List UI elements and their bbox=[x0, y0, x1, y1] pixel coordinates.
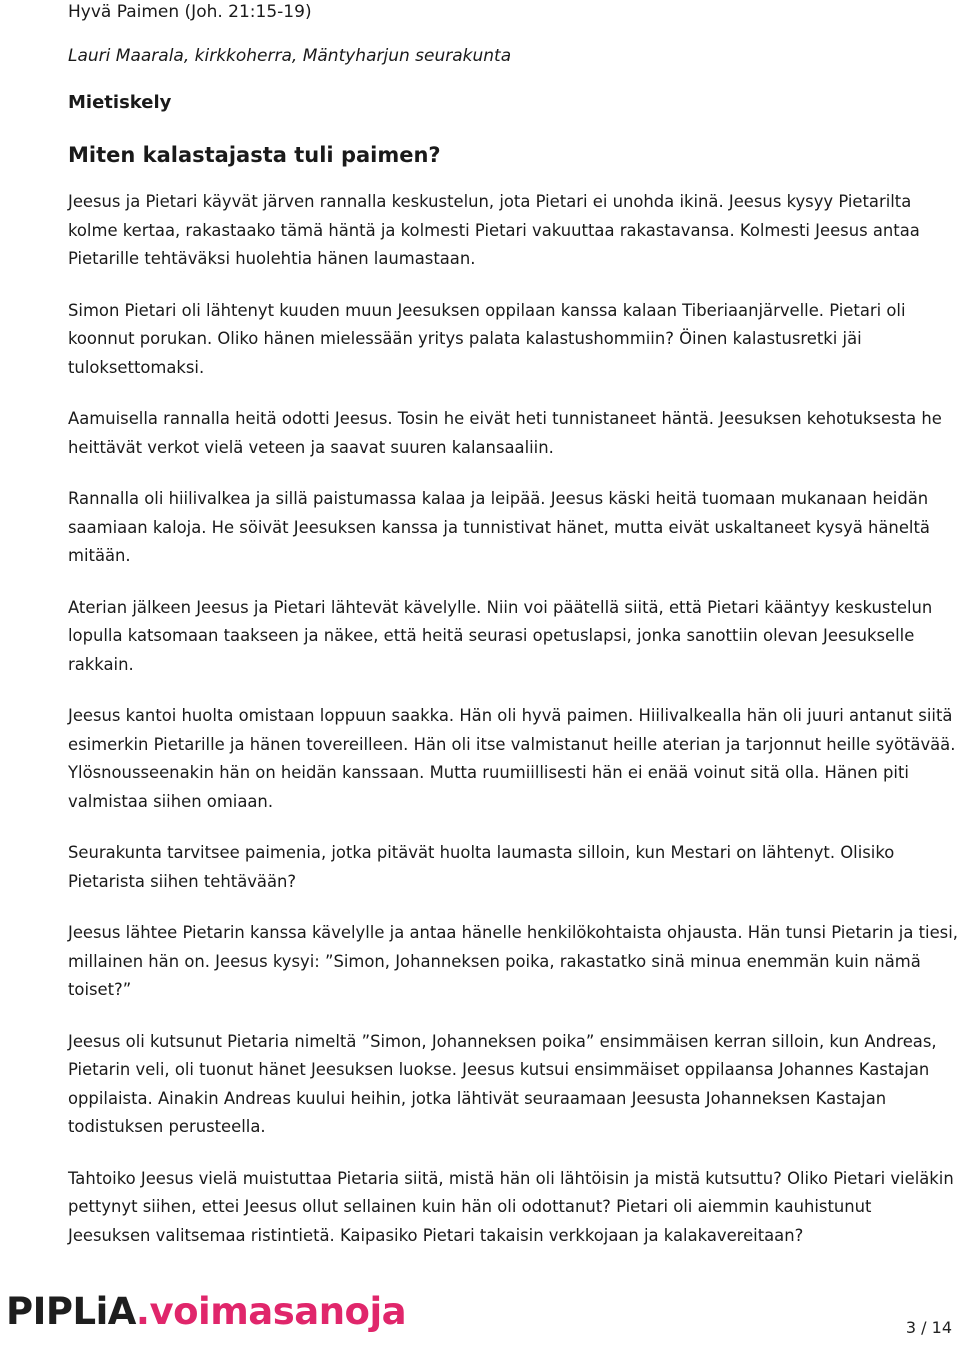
logo-dot: . bbox=[135, 1290, 150, 1333]
document-title: Hyvä Paimen (Joh. 21:15-19) bbox=[68, 2, 312, 22]
paragraph: Seurakunta tarvitsee paimenia, jotka pitävät huolta laumasta silloin, kun Mestari on lähtenyt. Olisiko Pietarista siihen tehtävään? bbox=[68, 843, 895, 891]
paragraph: Simon Pietari oli lähtenyt kuuden muun Jeesuksen oppilaan kanssa kalaan Tiberiaanjärvelle. Pietari oli koonnut porukan. Oliko hänen mielessään yritys palata kalastushommiin? Öinen kalastusretki jäi tuloksettomaksi. bbox=[68, 300, 906, 377]
logo-piplia-text: PIPLiA bbox=[6, 1290, 136, 1333]
piplia-voimasanoja-logo bbox=[6, 1290, 406, 1346]
logo-voimasanoja-text: voimasanoja bbox=[149, 1290, 407, 1333]
paragraph: Jeesus ja Pietari käyvät järven rannalla keskustelun, jota Pietari ei unohda ikinä. Jeesus kysyy Pietarilta kolme kertaa, rakastaako tämä häntä ja kolmesti Pietari vakuuttaa rakastavansa. Kolmesti Jeesus antaa Pietarille tehtäväksi huolehtia hänen laumastaan. bbox=[68, 192, 920, 268]
paragraph: Aamuisella rannalla heitä odotti Jeesus. Tosin he eivät heti tunnistaneet häntä. Jeesuksen kehotuksesta he heittävät verkot vielä veteen ja saavat suuren kalansaaliin. bbox=[68, 409, 942, 457]
paragraph: Aterian jälkeen Jeesus ja Pietari lähtevät kävelylle. Niin voi päätellä siitä, että Pietari kääntyy keskustelun lopulla katsomaan taakseen ja näkee, että heitä seurasi opetuslapsi, jonka sanottiin olevan Jeesukselle rakkain. bbox=[68, 597, 933, 674]
author-line: Lauri Maarala, kirkkoherra, Mäntyharjun seurakunta bbox=[68, 46, 512, 66]
article-body bbox=[68, 188, 958, 1273]
paragraph: Rannalla oli hiilivalkea ja sillä paistumassa kalaa ja leipää. Jeesus käski heitä tuomaan mukanaan heidän saamiaan kaloja. He söivät Jeesuksen kanssa ja tunnistivat hänet, mutta eivät uskaltaneet kysyä häneltä mitään. bbox=[68, 489, 930, 565]
article-heading: Miten kalastajasta tuli paimen? bbox=[68, 143, 441, 167]
paragraph: Jeesus oli kutsunut Pietaria nimeltä ”Simon, Johanneksen poika” ensimmäisen kerran silloin, kun Andreas, Pietarin veli, oli tuonut hänet Jeesuksen luokse. Jeesus kutsui ensimmäiset oppilaansa Johannes Kastajan oppilaista. Ainakin Andreas kuului heihin, jotka lähtivät seuraamaan Jeesusta Johanneksen Kastajan todistuksen perusteella. bbox=[68, 1031, 937, 1136]
paragraph: Tahtoiko Jeesus vielä muistuttaa Pietaria siitä, mistä hän oli lähtöisin ja mistä kutsuttu? Oliko Pietari vieläkin pettynyt siihen, ettei Jeesus ollut sellainen kuin hän oli odottanut? Pietari oli aiemmin kauhistunut Jeesuksen valitsemaa ristintietä. Kaipasiko Pietari takaisin verkkojaan ja kalakavereitaan? bbox=[68, 1168, 954, 1245]
paragraph: Jeesus kantoi huolta omistaan loppuun saakka. Hän oli hyvä paimen. Hiilivalkealla hän oli juuri antanut siitä esimerkin Pietarille ja hänen tovereilleen. Hän oli itse valmistanut heille aterian ja tarjonnut heille syötävää. Ylösnousseenakin hän on heidän kanssaan. Mutta ruumiillisesti hän ei enää voinut sitä olla. Hänen piti valmistaa siihen omiaan. bbox=[68, 706, 956, 811]
page-number: 3 / 14 bbox=[905, 1318, 952, 1337]
section-label: Mietiskely bbox=[68, 92, 172, 113]
paragraph: Jeesus lähtee Pietarin kanssa kävelylle ja antaa hänelle henkilökohtaista ohjausta. Hän tunsi Pietarin ja tiesi, millainen hän on. Jeesus kysyi: ”Simon, Johanneksen poika, rakastatko sinä minua enemmän kuin nämä toiset?” bbox=[68, 923, 958, 999]
